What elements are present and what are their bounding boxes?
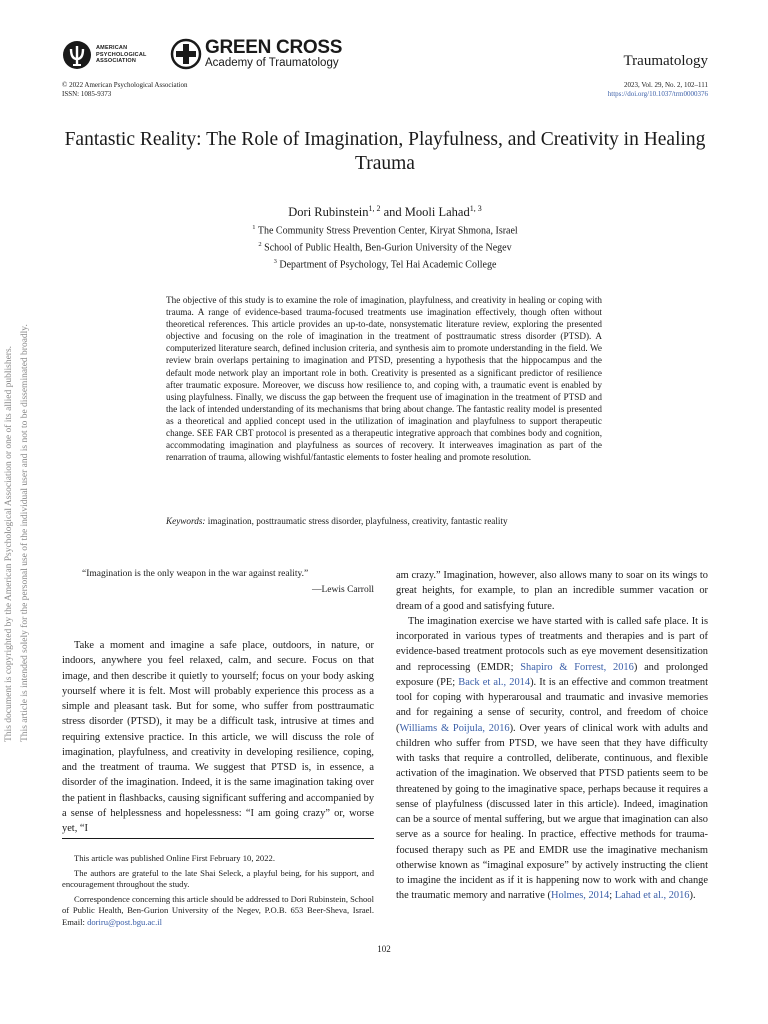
citation-link[interactable]: Holmes, 2014 <box>550 890 610 902</box>
copyright-side-notice <box>4 290 40 750</box>
affiliation-item: $^1$ The Community Stress Prevention Center, Kiryat Shmona, Israel <box>252 224 518 237</box>
journal-name: Traumatology <box>623 53 708 69</box>
author-affiliation-marker: 1, 2 <box>368 204 381 213</box>
body-paragraph: The imagination exercise we have started with is called safe place. It is incorporated in various types of treatments and therapies and is part of evidence-based treatment protocols such as eye movement desensitization and reprocessing (EMDR; Shapiro & Forrest, 2016) and prolonged exposure (PE; Back et al., 2014). It is an effective and common treatment tool for coping with hyperarousal and traumatic and invasive memories and for regaining a sense of security, control, and freedom of choice (Williams & Poijula, 2016). Over years of clinical work with adults and children who suffer from PTSD, we have seen that they have difficulty with tasks that require a controlled, deliberate, continuous, and flexible activation of the imagination. We observed that PTSD patients seem to be threatened by going to the imaginative space, perhaps because it requires a sense of playfulness (discussed later in this article). Indeed, imagination can be a source of mental suffering, but we argue that imagination can also serve as a source for healing. In practice, effective methods for trauma-focused therapy such as PE and EMDR use the imaginative mechanism otherwise known as “imaginal exposure” by actively instructing the client to imagine the incident as if it is happening now to work with and change the traumatic memory and narrative (Holmes, 2014; Lahad et al., 2016). <box>396 615 708 902</box>
author-affiliation-marker: 1, 3 <box>469 204 482 213</box>
side-notice-line-2: This article is intended solely for the personal use of the individual user and is not to be disseminated broadly. <box>20 324 30 742</box>
keywords-list: imagination, posttraumatic stress disorder, playfulness, creativity, fantastic reality <box>207 516 508 526</box>
citation-link[interactable]: Williams & Poijula, 2016 <box>399 722 510 734</box>
page-number: 102 <box>377 944 391 954</box>
side-notice-line-1: This document is copyrighted by the American Psychological Association or one of its allied publishers. <box>4 345 14 742</box>
article-title: Fantastic Reality: The Role of Imagination, Playfulness, and Creativity in Healing Trauma <box>64 129 706 174</box>
green-cross-title: GREEN CROSS <box>205 37 343 58</box>
footnote-divider <box>62 838 374 839</box>
footnote-published: This article was published Online First February 10, 2022. <box>74 853 275 863</box>
green-cross-logo <box>170 38 342 70</box>
email-link[interactable]: doriru@post.bgu.ac.il <box>87 916 163 927</box>
keywords <box>166 516 602 526</box>
footnote-correspondence: Correspondence concerning this article should be addressed to Dori Rubinstein, School of Public Health, Ben-Gurion University of the Negev, P.O.B. 653 Beer-Sheva, Israel. Email: doriru@post.bgu.ac.il <box>62 893 374 927</box>
issn-line: ISSN: 1085-9373 <box>62 89 112 98</box>
body-column-right <box>396 568 708 904</box>
doi-link[interactable]: https://doi.org/10.1037/trm0000376 <box>607 89 708 98</box>
apa-logo <box>62 40 147 70</box>
author-name: Dori Rubinstein <box>288 205 369 220</box>
epigraph-attribution: —Lewis Carroll <box>311 585 374 595</box>
page-header <box>62 37 708 80</box>
body-column-left <box>62 568 374 836</box>
citation-link[interactable]: Shapiro & Forrest, 2016 <box>520 661 634 673</box>
apa-logo-text: AMERICAN PSYCHOLOGICAL ASSOCIATION <box>96 45 147 65</box>
author-name: Mooli Lahad <box>404 205 470 220</box>
volume-line: 2023, Vol. 29, No. 2, 102–111 <box>623 81 708 89</box>
footnote-acknowledgment: The authors are grateful to the late Shai Seleck, a playful being, for his support, and encouragement throughout the study. <box>62 867 374 889</box>
abstract: The objective of this study is to examine the role of imagination, playfulness, and creativity in healing or coping with trauma. A range of evidence-based trauma-focused treatments use imagination effectively, though often without theoretical references. This article provides an up-to-date, nonsystematic literature review, exploring the presented objective and focusing on the role of imagination in the treatment of posttraumatic stress disorder (PTSD). A computerized literature search, defined inclusion criteria, and synthesis aim to promote understanding in the field. We review brain overlaps pertaining to imagination and PTSD, presenting a hypothesis that the hippocampus and the default mode network play an important role in both. Creativity is presented as a significant predictor of resilience after traumatic exposure. Moreover, we discuss how resilience to, and coping with, a traumatic event is enabled by using playfulness. Finally, we discuss the gap between the frequent use of imagination in the treatment of PTSD and the lack of intended understanding of its mechanisms that bring about change. The fantastic reality model is presented as a theoretical and applied concept used in the utilization of imagination and playfulness to support therapeutic change. SEE FAR CBT protocol is presented as a therapeutic integrative approach that combines body and cognition, accommodating imagination and playfulness as sources of recovery. It interweaves imagination as part of the renarration of trauma, allowing wishful/fantastic elements to foster healing and promote resolution. <box>166 295 602 463</box>
author-line <box>62 204 708 220</box>
affiliation-item: $^2$ School of Public Health, Ben-Gurion University of the Negev <box>258 240 512 254</box>
citation-link[interactable]: Back et al., 2014 <box>458 676 531 688</box>
author-separator: and <box>380 205 405 220</box>
green-cross-subtitle: Academy of Traumatology <box>205 57 339 69</box>
apa-psi-icon <box>62 40 92 70</box>
affiliation-item: $^3$ Department of Psychology, Tel Hai Academic College <box>273 257 497 270</box>
body-paragraph: am crazy.” Imagination, however, also allows many to soar on its wings to great heights, for example, to plan an incredible summer vacation or dream of a good and satisfying future. <box>396 570 708 612</box>
copyright-line: © 2022 American Psychological Association <box>62 81 188 89</box>
citation-link[interactable]: Lahad et al., 2016 <box>614 890 690 902</box>
body-paragraph: Take a moment and imagine a safe place, outdoors, in nature, or indoors, anywhere you feel relaxed, calm, and secure. Focus on that image, and then describe it quietly to yourself; focus on your body asking yourself where it is felt. Most will probably experience this process as a simple and pleasant task. But for some, who suffer from posttraumatic stress disorder (PTSD), it may be a difficult task, intrusive at times and requiring extensive practice. In this article, we will discuss the role of imagination, playfulness, and creativity in developing resilience, coping, and the treatment of trauma. We suggest that PTSD is, in essence, a disorder of the imagination. Indeed, it is the same imagination taking over the patient in flashbacks, causing significant suffering and accompanied by a sense of helplessness and hopelessness: “I am going crazy” or, worse yet, “I <box>62 640 375 834</box>
footnotes <box>62 853 374 931</box>
keywords-label: Keywords: <box>166 516 206 526</box>
epigraph-quote: “Imagination is the only weapon in the war against reality.” <box>82 569 309 579</box>
green-cross-icon <box>170 38 202 70</box>
affiliations <box>62 221 708 271</box>
